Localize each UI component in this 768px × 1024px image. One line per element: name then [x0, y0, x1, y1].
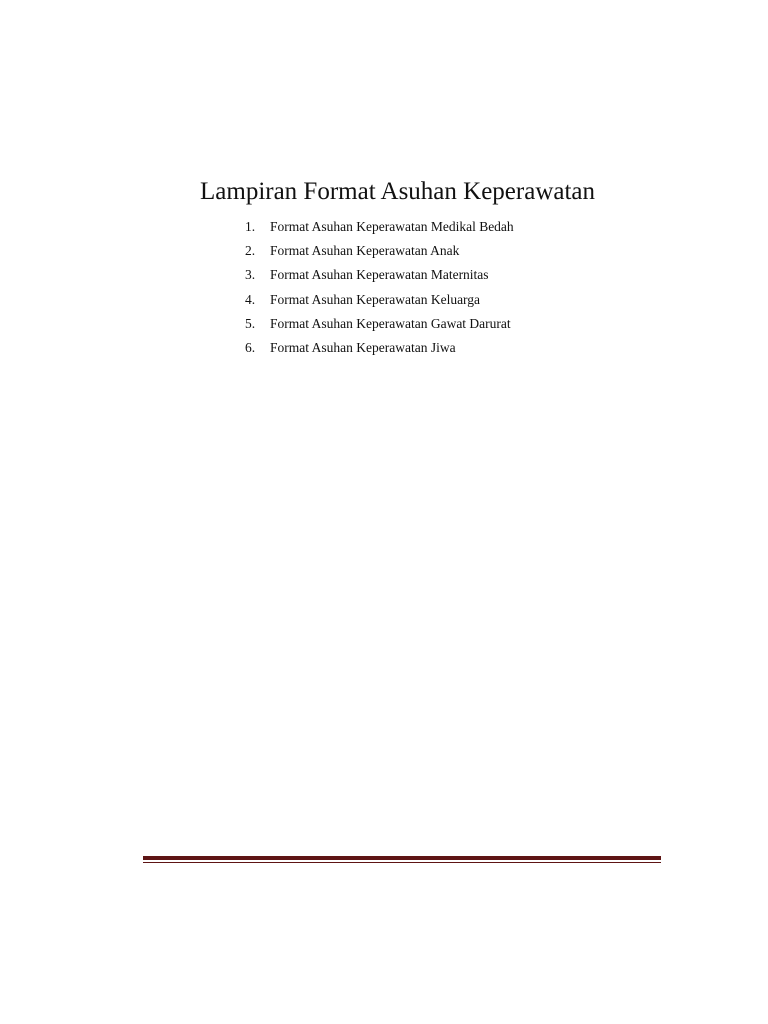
list-item-text: Format Asuhan Keperawatan Keluarga [270, 291, 481, 307]
list-item [245, 288, 514, 312]
list-item-number: 2. [245, 243, 256, 259]
list-item-text: Format Asuhan Keperawatan Medikal Bedah [270, 219, 514, 235]
list-item-text: Format Asuhan Keperawatan Jiwa [270, 340, 456, 356]
list-item-number: 5. [245, 315, 256, 331]
page-title: Lampiran Format Asuhan Keperawatan [200, 178, 596, 205]
list-item-number: 4. [245, 291, 256, 307]
list-item-number: 3. [245, 267, 256, 283]
list-item [245, 239, 514, 263]
footer-rule-thin-line [143, 862, 661, 863]
footer-rule-thick-line [143, 856, 661, 860]
list-item-number: 1. [245, 219, 256, 235]
list-item [245, 336, 514, 360]
list-item [245, 312, 514, 336]
list-item-text: Format Asuhan Keperawatan Gawat Darurat [270, 315, 511, 331]
footer-rule [143, 856, 661, 863]
list-item-number: 6. [245, 340, 256, 356]
list-item-text: Format Asuhan Keperawatan Maternitas [270, 267, 489, 283]
appendix-list [245, 215, 514, 360]
list-item-text: Format Asuhan Keperawatan Anak [270, 243, 460, 259]
list-item [245, 215, 514, 239]
list-item [245, 263, 514, 287]
